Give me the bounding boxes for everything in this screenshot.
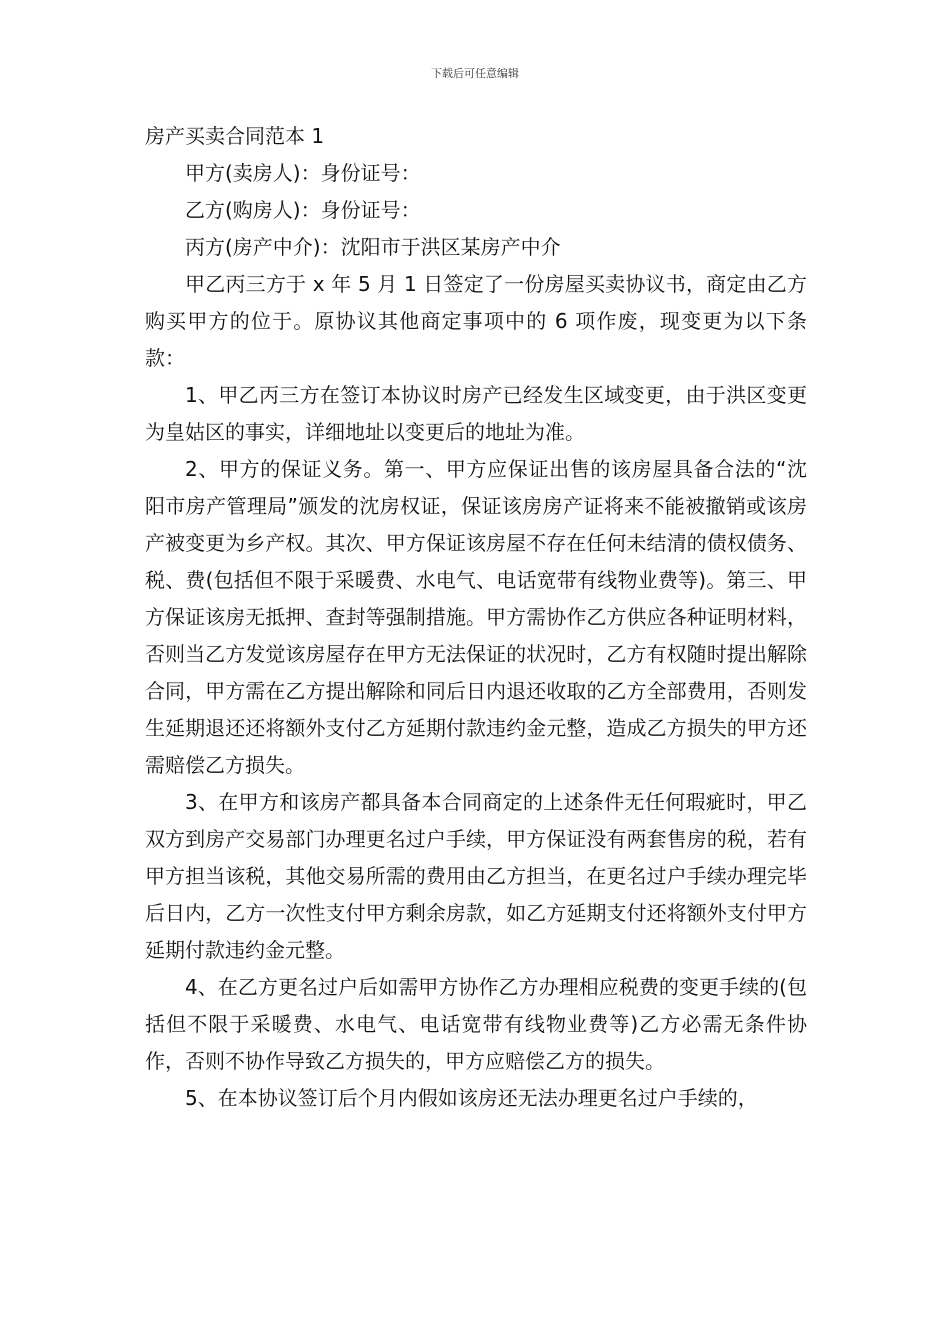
party-agency: 丙方(房产中介)：沈阳市于洪区某房产中介: [185, 235, 561, 259]
document-body: [145, 117, 807, 1117]
clause-1: 1、甲乙丙三方在签订本协议时房产已经发生区域变更，由于洪区变更为皇姑区的事实，详细地址以变更后的地址为准。: [145, 383, 807, 444]
intro-paragraph: 甲乙丙三方于 x 年 5 月 1 日签定了一份房屋买卖协议书，商定由乙方购买甲方的位于。原协议其他商定事项中的 6 项作废，现变更为以下条款：: [145, 272, 807, 370]
clause-5: 5、在本协议签订后个月内假如该房还无法办理更名过户手续的，: [185, 1086, 758, 1110]
page-header-note: 下载后可任意编辑: [431, 67, 519, 80]
clause-4: 4、在乙方更名过户后如需甲方协作乙方办理相应税费的变更手续的(包括但不限于采暖费、水电气、电话宽带有线物业费等)乙方必需无条件协作，否则不协作导致乙方损失的，甲方应赔偿乙方的损失。: [145, 975, 807, 1073]
party-buyer: 乙方(购房人)：身份证号：: [185, 198, 421, 222]
clause-2: 2、甲方的保证义务。第一、甲方应保证出售的该房屋具备合法的“沈阳市房产管理局”颁发的沈房权证，保证该房房产证将来不能被撤销或该房产被变更为乡产权。其次、甲方保证该房屋不存在任何未结清的债权债务、税、费(包括但不限于采暖费、水电气、电话宽带有线物业费等)。第三、甲方保证该房无抵押、查封等强制措施。甲方需协作乙方供应各种证明材料，否则当乙方发觉该房屋存在甲方无法保证的状况时，乙方有权随时提出解除合同，甲方需在乙方提出解除和同后日内退还收取的乙方全部费用，否则发生延期退还还将额外支付乙方延期付款违约金元整，造成乙方损失的甲方还需赔偿乙方损失。: [145, 457, 807, 777]
document-title: 房产买卖合同范本 1: [145, 124, 325, 148]
clause-3: 3、在甲方和该房产都具备本合同商定的上述条件无任何瑕疵时，甲乙双方到房产交易部门办理更名过户手续，甲方保证没有两套售房的税，若有甲方担当该税，其他交易所需的费用由乙方担当，在更名过户手续办理完毕后日内，乙方一次性支付甲方剩余房款，如乙方延期支付还将额外支付甲方延期付款违约金元整。: [145, 790, 807, 962]
party-seller: 甲方(卖房人)：身份证号：: [185, 161, 421, 185]
